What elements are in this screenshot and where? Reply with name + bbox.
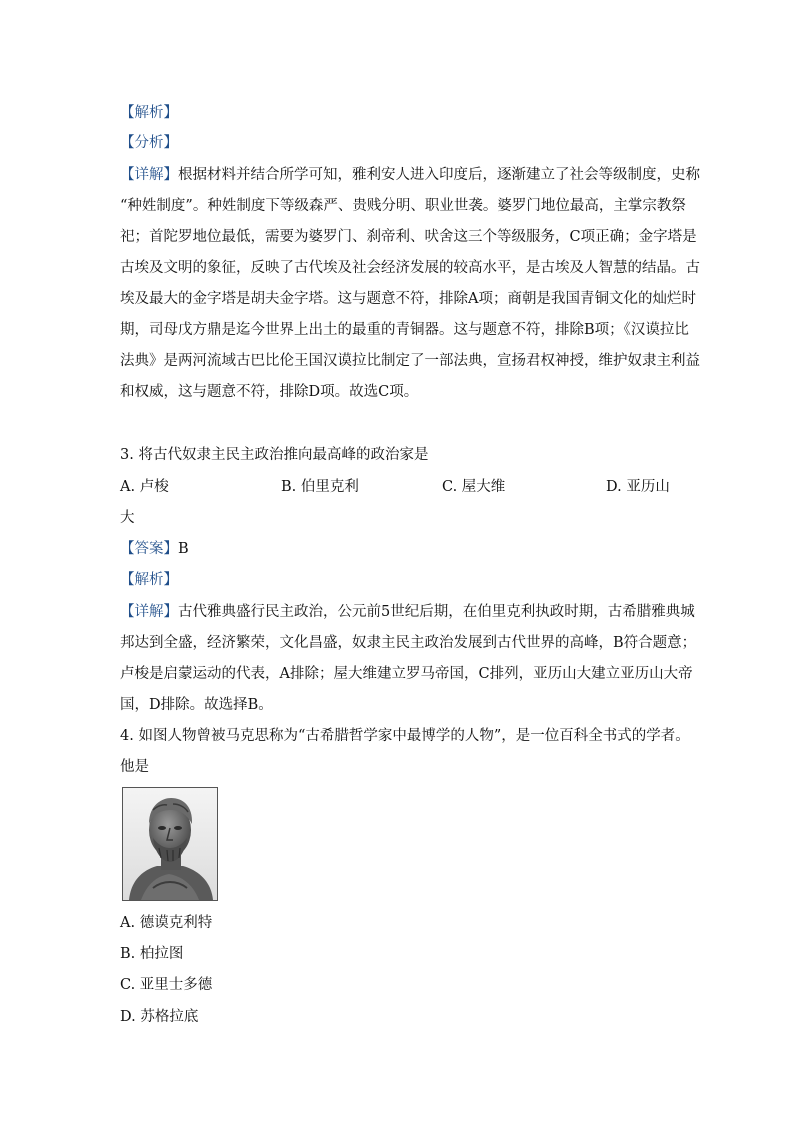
detail-line-4: 古埃及文明的象征，反映了古代埃及社会经济发展的较高水平，是古埃及人智慧的结晶。古 <box>120 260 700 276</box>
detail-label: 【详解】 <box>120 167 178 183</box>
detail-line-6: 期，司母戊方鼎是迄今世界上出土的最重的青铜器。这与题意不符，排除B项；《汉谟拉比 <box>120 322 689 338</box>
detail-line-2: “种姓制度”。种姓制度下等级森严、贵贱分明、职业世袭。婆罗门地位最高，主掌宗教祭 <box>120 198 686 214</box>
q3-detail-line-2: 邦达到全盛，经济繁荣，文化昌盛，奴隶主民主政治发展到古代世界的高峰，B符合题意； <box>120 635 697 651</box>
q4-option-c: C. 亚里士多德 <box>120 977 213 993</box>
q3-option-d-wrap: 大 <box>120 510 135 526</box>
q4-stem-line-1: 4. 如图人物曾被马克思称为“古希腊哲学家中最博学的人物”，是一位百科全书式的学者。 <box>120 728 690 744</box>
q3-detail-line-3: 卢梭是启蒙运动的代表，A排除；屋大维建立罗马帝国，C排列，亚历山大建立亚历山大帝 <box>120 666 693 682</box>
q4-option-d: D. 苏格拉底 <box>120 1009 199 1025</box>
jiexi-heading: 【解析】 <box>120 105 178 121</box>
q3-option-d: D. 亚历山 <box>606 479 670 495</box>
bust-sculpture-icon <box>123 788 217 900</box>
fenxi-heading: 【分析】 <box>120 135 178 151</box>
bust-portrait-image <box>122 787 218 901</box>
answer-value: B <box>178 541 189 557</box>
q3-option-b: B. 伯里克利 <box>281 479 359 495</box>
detail-line-8: 和权威，这与题意不符，排除D项。故选C项。 <box>120 384 419 400</box>
answer-label: 【答案】 <box>120 541 178 557</box>
q3-jiexi-heading: 【解析】 <box>120 572 178 588</box>
detail-line-1 <box>120 165 700 185</box>
detail-line-5: 埃及最大的金字塔是胡夫金字塔。这与题意不符，排除A项；商朝是我国青铜文化的灿烂时 <box>120 291 696 307</box>
detail-text: 根据材料并结合所学可知，雅利安人进入印度后，逐渐建立了社会等级制度，史称 <box>178 167 700 183</box>
q3-detail-label: 【详解】 <box>120 604 178 620</box>
detail-line-3: 祀；首陀罗地位最低，需要为婆罗门、刹帝利、吠舍这三个等级服务，C项正确；金字塔是 <box>120 229 697 245</box>
q3-option-a: A. 卢梭 <box>120 479 169 495</box>
q4-option-a: A. 德谟克利特 <box>120 915 213 931</box>
detail-line-7: 法典》是两河流域古巴比伦王国汉谟拉比制定了一部法典，宣扬君权神授，维护奴隶主利益 <box>120 353 700 369</box>
q3-stem: 3. 将古代奴隶主民主政治推向最高峰的政治家是 <box>120 447 429 463</box>
q4-option-b: B. 柏拉图 <box>120 946 184 962</box>
q3-option-c: C. 屋大维 <box>442 479 506 495</box>
q3-detail-text: 古代雅典盛行民主政治，公元前5世纪后期，在伯里克利执政时期，古希腊雅典城 <box>178 604 695 620</box>
q3-detail-line-1 <box>120 602 695 622</box>
q3-detail-line-4: 国，D排除。故选择B。 <box>120 697 273 713</box>
q3-answer-line <box>120 539 680 559</box>
q4-stem-line-2: 他是 <box>120 759 149 775</box>
